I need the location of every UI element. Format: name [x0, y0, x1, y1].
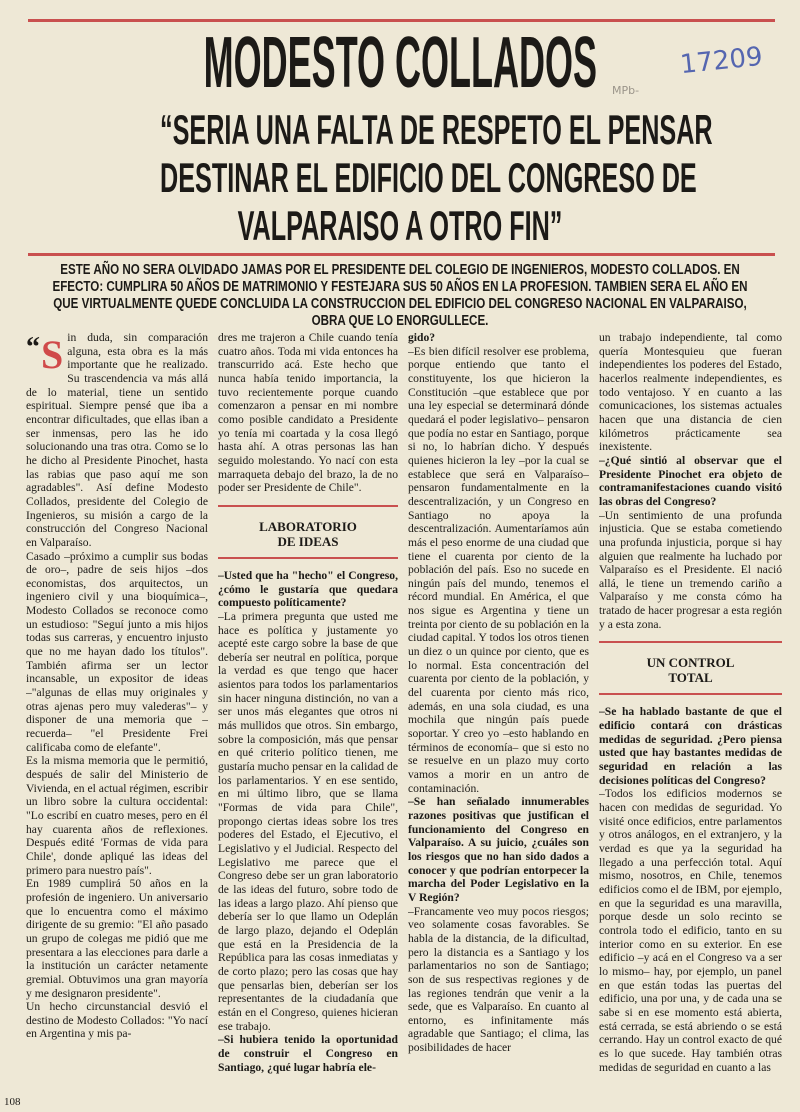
subheadline-line: DESTINAR EL EDIFICIO DEL CONGRESO DE — [159, 154, 697, 201]
section-heading-line: UN CONTROL — [646, 655, 735, 671]
open-quote: “ — [26, 332, 40, 363]
question: –Se han señalado innumerables razones positivas que justifican el funcionamiento del Congreso en Valparaíso. A su juicio, ¿cuáles son los riesgos que no han sido dados a conocer y que podrían entorpecer la marcha del Poder Legislativo en la V Región? — [408, 795, 589, 904]
section-heading-line: DE IDEAS — [277, 533, 339, 549]
handwritten-note: 17209 — [678, 41, 765, 81]
pencil-note: MPb- — [612, 84, 640, 97]
paragraph: Un hecho circunstancial desvió el destino de Modesto Collados: "Yo nací en Argentina y mis pa- — [26, 1000, 208, 1041]
paragraph-text: in duda, sin comparación alguna, esta obra es la más importante que he realizado. Su trascendencia va más allá de lo material, tiene un sentido espiritual. Siempre pensé que iba a encontrar dificultades, que ellas iban a ser inmensas, pero las he ido solucionando una tras otra. Como se lo he dicho al Presidente Pinochet, hasta las rabias que paso aquí me son agradables". Así define Modesto Collados, presidente del Colegio de Ingenieros, su misión a cargo de la construcción del Congreso Nacional en Valparaíso. — [26, 331, 208, 549]
question: –Usted que ha "hecho" el Congreso, ¿cómo le gustaría que quedara compuesto políticamente? — [218, 568, 398, 610]
question: –Se ha hablado bastante de que el edificio contará con drásticas medidas de seguridad. ¿Pero piensa usted que hay bastantes medidas de seguridad en relación a las decisiones políticas del Congreso? — [599, 705, 782, 787]
headline-text: MODESTO COLLADOS — [203, 23, 597, 103]
answer: –Un sentimiento de una profunda injusticia. Que se estaba cometiendo una profunda injusticia, porque si hay alguien que realmente ha luchado por Valparaíso es el Presidente. El nació allá, le tiene un tremendo cariño a Valparaíso y me consta cómo ha tratado de hacer progresar a esta región y a esta zona. — [599, 508, 782, 631]
column-2 — [218, 331, 398, 1106]
paragraph: dres me trajeron a Chile cuando tenía cuatro años. Toda mi vida entonces ha transcurrido acá. Este hecho que nunca había tenido importancia, la tuvo recientemente porque cuando comenzaron a pensar en mi nombre como posible candidato a Presidente yo tenía mi coartada y la cosa llegó hasta ahí. A otras personas las han seguido molestando. Yo nací con esta marraqueta debajo del brazo, la de no poder ser Presidente de Chile". — [218, 331, 398, 495]
answer: –Todos los edificios modernos se hacen con medidas de seguridad. Yo visité once edificios, entre parlamentos y otros análogos, en el extranjero, y la verdad es que ya la seguridad ha llegado a una perfección total. Aquí mismo, nosotros, en Chile, tenemos edificios como el de IBM, por ejemplo, en que la seguridad es una maravilla, porque desde un solo recinto se controla todo el edificio, tanto en su interior como en su exterior. En ese edificio –y acá en el Congreso va a ser lo mismo– hay, por ejemplo, un panel en que están todas las puertas del edificio, una por una, y de cada una se sabe si en ese momento está abierta, está cerrada, se está abriendo o se está cerrando. Hay un control exacto de qué es lo que sucede. Hay también otras medidas de seguridad en cuanto a las — [599, 787, 782, 1074]
question: –¿Qué sintió al observar que el Presidente Pinochet era objeto de contramanifestaciones cuando visitó las obras del Congreso? — [599, 453, 782, 508]
section-heading-line: LABORATORIO — [259, 518, 357, 534]
column-3 — [408, 331, 589, 1106]
question: –Si hubiera tenido la oportunidad de construir el Congreso en Santiago, ¿qué lugar habría ele- — [218, 1033, 398, 1074]
section-heading — [599, 641, 782, 695]
bottom-rule — [28, 253, 775, 256]
answer: –La primera pregunta que usted me hace es política y justamente yo acepté este cargo sobre la base de que debería ser neutral en política, porque la verdad es que tengo que hacer asientos para todos los parlamentarios sin hacer ninguna distinción, no van a ser unos más elegantes que otros ni más mullidos que otros. Sin embargo, sobre la composición, más que pensar en qué criterio político tienen, me gustaría mucho pensar en la calidad de los parlamentarios. Y en ese sentido, en mi último libro, que se llama "Formas de vida para Chile", propongo ciertas ideas sobre los tres poderes del Estado, el Ejecutivo, el Legislativo y el Judicial. Respecto del Legislativo me parece que el Congreso debe ser un gran laboratorio de las ideas del futuro, sobre todo de las ideas a largo plazo. Ahí pienso que debería ser lo que llamo un Odeplán de largo plazo, dejando el Odeplán que está en la Presidencia de la República para las cosas inmediatas y de corto plazo; pero las cosas que hay que pensarlas bien, deberían ser los representantes de la ciudadanía que están en el Congreso, quienes hicieran ese trabajo. — [218, 609, 398, 1033]
section-heading — [218, 505, 398, 559]
answer: –Francamente veo muy pocos riesgos; veo solamente cosas favorables. Se habla de la distancia, de la dificultad, pero la distancia es a Santiago y los parlamentarios no son de Santiago; son de sus respectivas regiones y de las regiones tendrán que venir a la sede, que es Valparaíso. En cuanto al entorno, es infinitamente más agradable que Santiago; el clima, las posibilidades de hacer — [408, 904, 589, 1055]
paragraph — [26, 331, 208, 550]
paragraph: En 1989 cumplirá 50 años en la profesión de ingeniero. Un aniversario que lo encuentra como el máximo dirigente de su gremio: "El año pasado un grupo de colegas me pidió que me presentara a las elecciones para darle a la institución un carácter netamente gremial. Obtuvimos una gran mayoría y me designaron presidente". — [26, 877, 208, 1000]
answer: –Es bien difícil resolver ese problema, porque entiendo que tanto el constituyente, los que hicieron la Constitución –que establece que por una ley especial se determinará dónde quedará el poder legislativo– pensaron que podía no estar en Santiago, porque si no, lo habrían dicho. Y después quienes hicieron la ley –por la cual se establece que será en Valparaíso– pensaron fundamentalmente en la descentralización, y un Congreso en Santiago no apoya la descentralización. Aumentaríamos aún más el peso enorme de una ciudad que tiene el cuarenta por ciento de la población del país. Eso no sucede en ningún país del mundo, tenemos el récord mundial. En América, el que nos sigue es Argentina y tiene un treinta por ciento de su población en la ciudad capital. Y todos los otros tienen un diez o un quince por ciento, que es lo normal. Esta concentración del cuarenta por ciento de la población, y del cuarenta por ciento más rico, además, en una sola ciudad, es una mochila que ningún país puede soportar. Y creo yo –esto hablando en términos de economía– que si esto no se resuelve en un plazo muy corto vamos a morir en un antro de contaminación. — [408, 344, 589, 795]
subheadline-line: “SERIA UNA FALTA DE RESPETO EL PENSAR — [159, 106, 713, 153]
paragraph: Es la misma memoria que le permitió, después de salir del Ministerio de Vivienda, en el actual régimen, escribir un libro sobre la cultura occidental: "Lo escribí en cuatro meses, pero en él hay cuarenta años de reflexiones. Después edité 'Formas de vida para Chile', donde apliqué las ideas del primero para nuestro país". — [26, 754, 208, 877]
page-number: 108 — [4, 1096, 21, 1108]
question: gido? — [408, 331, 436, 344]
subheadline-line: VALPARAISO A OTRO FIN” — [237, 202, 563, 249]
section-heading-line: TOTAL — [668, 670, 713, 686]
intro-text: ESTE AÑO NO SERA OLVIDADO JAMAS POR EL PRESIDENTE DEL COLEGIO DE INGENIEROS, MODESTO COLLADOS. EN EFECTO: CUMPLIRA 50 AÑOS DE MATRIMONIO Y FESTEJARA SUS 50 AÑOS EN LA PROFESION. TAMBIEN SERA EL AÑO EN QUE VIRTUALMENTE QUEDE CONCLUIDA LA CONSTRUCCION DEL EDIFICIO DEL CONGRESO NACIONAL EN VALPARAISO, OBRA QUE LO ENORGULLECE. — [52, 262, 748, 329]
paragraph: Casado –próximo a cumplir sus bodas de oro–, padre de seis hijos –dos economistas, dos arquitectos, un ingeniero civil y una bioquímica–, Modesto Collados se reconoce como un estudioso: "Seguí junto a mis hijos todas sus carreras, y encuentro injusto que no me hayan dado los títulos". También afirma ser un lector incansable, un expositor de ideas –"algunas de ellas muy originales y otras ajenas pero muy valederas"– y disponer de una memoria que –recuerda– "el Presidente Frei calificaba como de elefante". — [26, 549, 208, 754]
answer: un trabajo independiente, tal como quería Montesquieu que fueran independientes los poderes del Estado, hacerlos realmente independientes, es todo ventajoso. Y en cuanto a las comunicaciones, los sistemas actuales hacen que una distancia de cien kilómetros prácticamente sea inexistente. — [599, 331, 782, 454]
intro-lede — [40, 262, 760, 330]
column-1 — [26, 331, 208, 1106]
drop-cap: S — [41, 332, 64, 377]
subheadline — [0, 106, 800, 250]
column-4 — [599, 331, 782, 1106]
